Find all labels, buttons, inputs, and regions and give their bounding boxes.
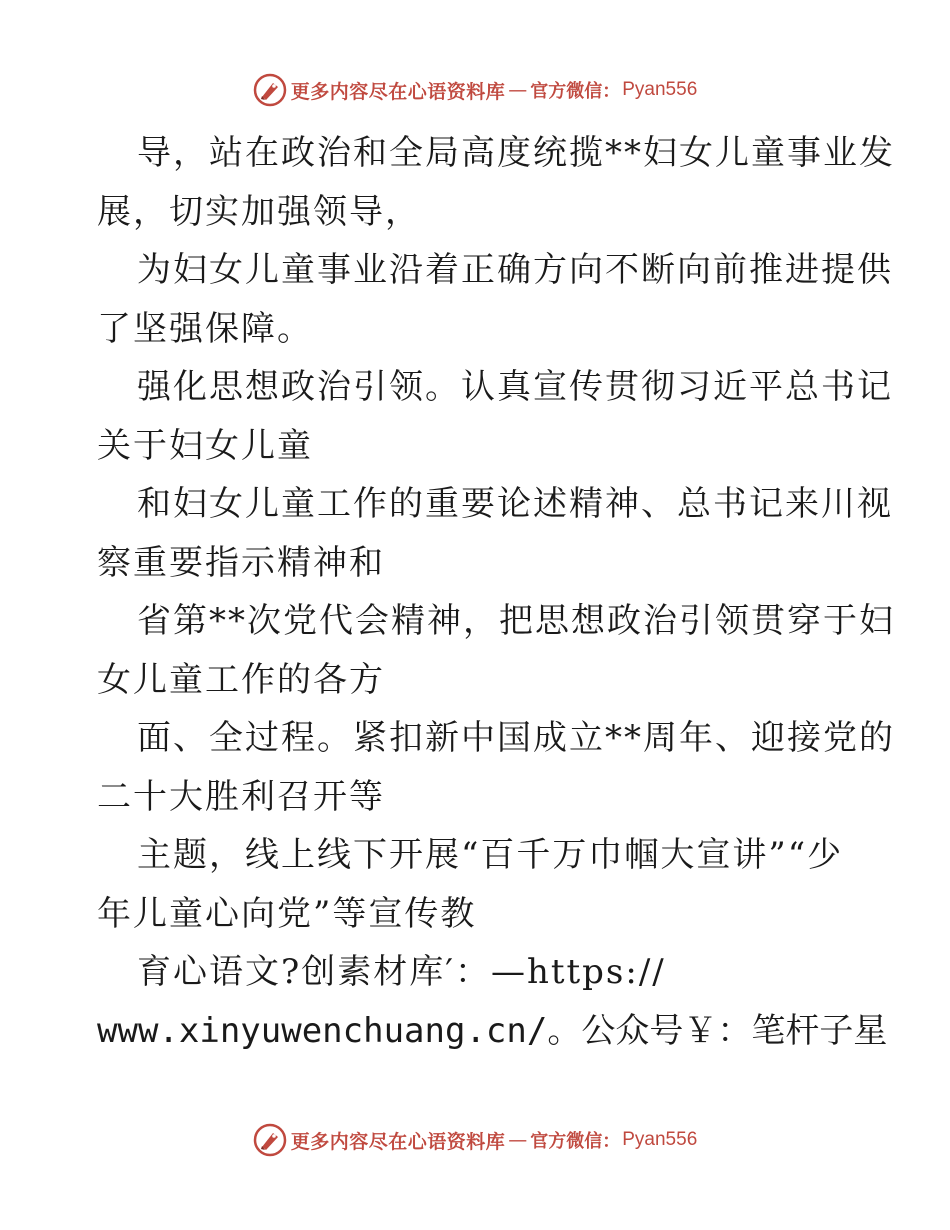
body-line: 强化思想政治引领。认真宣传贯彻习近平总书记 [137,367,893,407]
banner-site-text: 更多内容尽在心语资料库 [290,1130,506,1153]
body-line: 了坚强保障。 [97,308,313,349]
body-line: 和妇女儿童工作的重要论述精神、总书记来川视 [137,484,893,524]
banner-wechat-id: Pyan556 [622,79,698,100]
banner-wechat-label: 官方微信： [530,81,621,102]
banner-inner [253,73,698,107]
body-line: 省第**次党代会精神，把思想政治引领贯穿于妇 [137,601,895,641]
body-line: 导，站在政治和全局高度统揽**妇女儿童事业发 [137,133,895,173]
banner-wechat-id: Pyan556 [622,1129,698,1150]
banner-separator: — [508,1129,528,1151]
document-body [97,124,895,1060]
body-line: 展，切实加强领导， [97,191,421,232]
banner-inner [253,1123,698,1157]
body-line: 主题，线上线下开展“百千万巾帼大宣讲”“少 [137,835,844,875]
body-line: 女儿童工作的各方 [97,659,385,700]
body-line: 为妇女儿童事业沿着正确方向不断向前推进提供 [137,250,893,290]
pen-nib-logo-icon [253,73,287,107]
body-line: 关于妇女儿童 [97,425,313,466]
body-line: 察重要指示精神和 [97,542,385,583]
body-line: 育心语文?创素材库′：—https:// [137,952,666,992]
footer-banner [0,1118,950,1162]
header-banner [0,68,950,112]
body-line: 年儿童心向党”等宣传教 [97,893,477,934]
body-line-url: www.xinyuwenchuang.cn/。公众号￥：笔杆子星 [97,1010,888,1051]
banner-wechat-label: 官方微信： [530,1131,621,1152]
banner-separator: — [508,79,528,101]
body-line: 面、全过程。紧扣新中国成立**周年、迎接党的 [137,718,895,758]
banner-site-text: 更多内容尽在心语资料库 [290,80,506,103]
pen-nib-logo-icon [253,1123,287,1157]
body-line: 二十大胜利召开等 [97,776,385,817]
